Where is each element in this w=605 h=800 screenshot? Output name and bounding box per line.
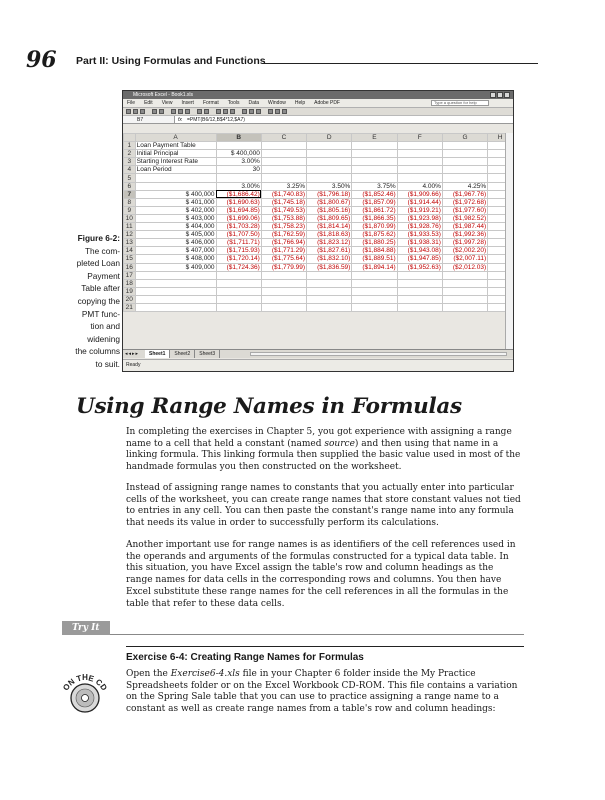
cell-c14[interactable]: ($1,771.29) <box>261 247 306 255</box>
cell-g21[interactable] <box>442 303 487 311</box>
cell-d7[interactable]: ($1,796.18) <box>307 190 352 198</box>
cell-g9[interactable]: ($1,977.60) <box>442 206 487 214</box>
chart-icon[interactable] <box>230 109 235 114</box>
row-header[interactable]: 11 <box>124 223 136 231</box>
cell-c13[interactable]: ($1,766.94) <box>261 239 306 247</box>
cell-a4[interactable]: Loan Period <box>135 166 216 174</box>
caption-line: PMT func- <box>81 308 120 319</box>
header-rule <box>262 63 538 64</box>
column-header-b[interactable]: B <box>216 134 261 142</box>
table-row <box>124 158 513 166</box>
cell-a3[interactable]: Starting Interest Rate <box>135 158 216 166</box>
cell-b8[interactable]: ($1,690.63) <box>216 198 261 206</box>
cell-d20[interactable] <box>307 295 352 303</box>
cell-b17[interactable] <box>216 271 261 279</box>
sheet-tab-sheet2[interactable]: Sheet2 <box>170 350 195 358</box>
paragraph-2: Instead of assigning range names to constants that you actually enter into particular cells of the worksheet, you can create range names that store constant values not tied to entries in any cell. You can then paste the constant's range name into any formula that needs its value in order to successfully perform its calculations. <box>126 483 521 529</box>
cell-f13[interactable]: ($1,938.31) <box>397 239 442 247</box>
cell-e19[interactable] <box>352 287 397 295</box>
caption-line: copying the <box>77 295 120 306</box>
cell-a11[interactable]: $ 404,000 <box>135 223 216 231</box>
table-row <box>124 303 513 311</box>
column-header-d[interactable]: D <box>307 134 352 142</box>
cell-c4[interactable] <box>261 166 306 174</box>
paragraph-1: In completing the exercises in Chapter 5, you got experience with assigning a range name to a cell that held a constant (named source) and then using that name in a linking formula. This linking formula then supplied the basic value used in most of the handmade formulas you then constructed on the worksheet. <box>126 427 521 473</box>
section-heading: Using Range Names in Formulas <box>76 394 462 419</box>
table-row <box>124 239 513 247</box>
column-header-a[interactable]: A <box>135 134 216 142</box>
cell-e12[interactable]: ($1,875.62) <box>352 231 397 239</box>
close-icon[interactable] <box>504 92 510 98</box>
cell-g7[interactable]: ($1,967.76) <box>442 190 487 198</box>
cell-a2[interactable]: Initial Principal <box>135 150 216 158</box>
row-header[interactable]: 5 <box>124 174 136 182</box>
row-header[interactable]: 7 <box>124 190 136 198</box>
cell-f9[interactable]: ($1,919.21) <box>397 206 442 214</box>
table-row <box>124 287 513 295</box>
cell-e11[interactable]: ($1,870.99) <box>352 223 397 231</box>
cell-a18[interactable] <box>135 279 216 287</box>
cell-d2[interactable] <box>307 150 352 158</box>
row-header[interactable]: 13 <box>124 239 136 247</box>
cell-g15[interactable]: ($2,007.11) <box>442 255 487 263</box>
italic-icon[interactable] <box>249 109 254 114</box>
center-icon[interactable] <box>275 109 280 114</box>
cell-b21[interactable] <box>216 303 261 311</box>
cell-e3[interactable] <box>352 158 397 166</box>
redo-icon[interactable] <box>204 109 209 114</box>
cell-d13[interactable]: ($1,823.12) <box>307 239 352 247</box>
cell-e17[interactable] <box>352 271 397 279</box>
cell-b11[interactable]: ($1,703.28) <box>216 223 261 231</box>
caption-line: widening <box>87 333 120 344</box>
cell-f19[interactable] <box>397 287 442 295</box>
cell-a7[interactable]: $ 400,000 <box>135 190 216 198</box>
exercise-rule <box>126 646 524 647</box>
copy-icon[interactable] <box>178 109 183 114</box>
caption-line: to suit. <box>95 358 120 369</box>
cell-a13[interactable]: $ 406,000 <box>135 239 216 247</box>
cell-b3[interactable]: 3.00% <box>216 158 261 166</box>
bold-icon[interactable] <box>242 109 247 114</box>
cell-a16[interactable]: $ 409,000 <box>135 263 216 271</box>
cell-g6[interactable]: 4.25% <box>442 182 487 190</box>
try-it-rule <box>110 634 524 635</box>
cell-d16[interactable]: ($1,836.59) <box>307 263 352 271</box>
cell-b19[interactable] <box>216 287 261 295</box>
status-bar: Ready <box>123 359 513 371</box>
row-header[interactable]: 3 <box>124 158 136 166</box>
row-header[interactable]: 9 <box>124 206 136 214</box>
cell-f4[interactable] <box>397 166 442 174</box>
table-row <box>124 166 513 174</box>
cell-d18[interactable] <box>307 279 352 287</box>
cell-g2[interactable] <box>442 150 487 158</box>
column-header-g[interactable]: G <box>442 134 487 142</box>
sum-icon[interactable] <box>216 109 221 114</box>
cell-f12[interactable]: ($1,933.53) <box>397 231 442 239</box>
name-box[interactable]: B7 <box>123 116 175 123</box>
cell-f15[interactable]: ($1,947.85) <box>397 255 442 263</box>
help-search-input[interactable]: Type a question for help <box>431 100 489 106</box>
menu-adobe-pdf[interactable]: Adobe PDF <box>314 100 340 106</box>
save-icon[interactable] <box>140 109 145 114</box>
table-row <box>124 263 513 271</box>
paste-icon[interactable] <box>185 109 190 114</box>
row-header[interactable]: 1 <box>124 142 136 150</box>
cell-f11[interactable]: ($1,928.76) <box>397 223 442 231</box>
table-row <box>124 223 513 231</box>
cell-e7[interactable]: ($1,852.46) <box>352 190 397 198</box>
cell-e14[interactable]: ($1,884.88) <box>352 247 397 255</box>
cell-e5[interactable] <box>352 174 397 182</box>
cell-g20[interactable] <box>442 295 487 303</box>
cell-b1[interactable] <box>216 142 261 150</box>
row-header[interactable]: 12 <box>124 231 136 239</box>
open-icon[interactable] <box>133 109 138 114</box>
cut-icon[interactable] <box>171 109 176 114</box>
row-header[interactable]: 17 <box>124 271 136 279</box>
cell-d11[interactable]: ($1,814.14) <box>307 223 352 231</box>
cell-b13[interactable]: ($1,711.71) <box>216 239 261 247</box>
cell-c10[interactable]: ($1,753.88) <box>261 214 306 222</box>
row-header[interactable]: 15 <box>124 255 136 263</box>
row-header[interactable]: 16 <box>124 263 136 271</box>
cell-e10[interactable]: ($1,866.35) <box>352 214 397 222</box>
cell-c21[interactable] <box>261 303 306 311</box>
cell-g18[interactable] <box>442 279 487 287</box>
cell-b20[interactable] <box>216 295 261 303</box>
cell-c15[interactable]: ($1,775.64) <box>261 255 306 263</box>
vertical-scrollbar[interactable] <box>505 133 513 349</box>
minimize-icon[interactable] <box>490 92 496 98</box>
cell-c16[interactable]: ($1,779.99) <box>261 263 306 271</box>
worksheet-grid <box>123 133 513 312</box>
sheet-tab-sheet1[interactable]: Sheet1 <box>145 350 170 358</box>
excel-titlebar <box>123 91 513 99</box>
on-the-cd-icon <box>58 664 112 718</box>
undo-icon[interactable] <box>197 109 202 114</box>
cell-d8[interactable]: ($1,800.67) <box>307 198 352 206</box>
cell-a5[interactable] <box>135 174 216 182</box>
menu-help[interactable]: Help <box>294 100 306 106</box>
table-row <box>124 271 513 279</box>
cell-b6[interactable]: 3.00% <box>216 182 261 190</box>
cell-b4[interactable]: 30 <box>216 166 261 174</box>
caption-line: tion and <box>90 321 120 332</box>
table-row <box>124 247 513 255</box>
column-header-c[interactable]: C <box>261 134 306 142</box>
caption-line: pleted Loan <box>76 258 120 269</box>
row-header[interactable]: 18 <box>124 279 136 287</box>
fx-icon[interactable]: fx <box>178 117 182 123</box>
table-row <box>124 174 513 182</box>
column-header-h[interactable]: H <box>488 134 513 142</box>
svg-text:ON THE CD: ON THE CD <box>61 673 109 693</box>
cell-d14[interactable]: ($1,827.61) <box>307 247 352 255</box>
cell-f21[interactable] <box>397 303 442 311</box>
cell-e13[interactable]: ($1,880.25) <box>352 239 397 247</box>
cell-f10[interactable]: ($1,923.98) <box>397 214 442 222</box>
cell-b18[interactable] <box>216 279 261 287</box>
menu-window[interactable]: Window <box>268 100 286 106</box>
cell-c2[interactable] <box>261 150 306 158</box>
cell-e9[interactable]: ($1,861.72) <box>352 206 397 214</box>
figure-label: Figure 6-2: <box>77 233 120 243</box>
cell-d1[interactable] <box>307 142 352 150</box>
excel-menubar <box>123 99 513 108</box>
cell-g1[interactable] <box>442 142 487 150</box>
cell-f8[interactable]: ($1,914.44) <box>397 198 442 206</box>
row-header[interactable]: 21 <box>124 303 136 311</box>
window-controls <box>490 92 510 98</box>
cell-d12[interactable]: ($1,818.63) <box>307 231 352 239</box>
table-row <box>124 150 513 158</box>
cell-c19[interactable] <box>261 287 306 295</box>
cell-c11[interactable]: ($1,758.23) <box>261 223 306 231</box>
cell-g13[interactable]: ($1,997.28) <box>442 239 487 247</box>
preview-icon[interactable] <box>159 109 164 114</box>
cell-a20[interactable] <box>135 295 216 303</box>
cell-a8[interactable]: $ 401,000 <box>135 198 216 206</box>
cell-g5[interactable] <box>442 174 487 182</box>
sheet-tab-bar <box>123 349 513 358</box>
row-header[interactable]: 4 <box>124 166 136 174</box>
table-row <box>124 142 513 150</box>
formula-bar <box>123 116 513 124</box>
cell-f3[interactable] <box>397 158 442 166</box>
caption-line: Table after <box>81 283 120 294</box>
cell-f16[interactable]: ($1,952.63) <box>397 263 442 271</box>
column-header-e[interactable]: E <box>352 134 397 142</box>
row-header[interactable]: 2 <box>124 150 136 158</box>
cell-g19[interactable] <box>442 287 487 295</box>
cell-d6[interactable]: 3.50% <box>307 182 352 190</box>
row-header[interactable]: 20 <box>124 295 136 303</box>
menu-data[interactable]: Data <box>248 100 260 106</box>
align-left-icon[interactable] <box>268 109 273 114</box>
cell-d10[interactable]: ($1,809.65) <box>307 214 352 222</box>
cell-a19[interactable] <box>135 287 216 295</box>
exercise-title: Exercise 6-4: Creating Range Names for Formulas <box>126 652 364 663</box>
select-all-corner[interactable] <box>124 134 136 142</box>
cell-f18[interactable] <box>397 279 442 287</box>
cell-a1[interactable]: Loan Payment Table <box>135 142 216 150</box>
table-row <box>124 231 513 239</box>
exercise-text: Open the Exercise6-4.xls file in your Chapter 6 folder inside the My Practice Spreadsheets folder or on the Excel Workbook CD-ROM. This file contains a variation on the Spring Sale table that you can use to practice assigning a range name to a constant as well as create range names from a table's row and column headings: <box>126 669 518 715</box>
cell-g3[interactable] <box>442 158 487 166</box>
cell-c5[interactable] <box>261 174 306 182</box>
cell-c17[interactable] <box>261 271 306 279</box>
cell-e1[interactable] <box>352 142 397 150</box>
table-row <box>124 206 513 214</box>
menu-insert[interactable]: Insert <box>181 100 194 106</box>
menu-tools[interactable]: Tools <box>227 100 240 106</box>
cell-b15[interactable]: ($1,720.14) <box>216 255 261 263</box>
cell-c1[interactable] <box>261 142 306 150</box>
cell-b5[interactable] <box>216 174 261 182</box>
cell-a17[interactable] <box>135 271 216 279</box>
cell-a10[interactable]: $ 403,000 <box>135 214 216 222</box>
cell-c3[interactable] <box>261 158 306 166</box>
caption-line: The com- <box>84 245 120 256</box>
sheet-tab-sheet3[interactable]: Sheet3 <box>195 350 220 358</box>
cell-d9[interactable]: ($1,805.16) <box>307 206 352 214</box>
cell-e4[interactable] <box>352 166 397 174</box>
cell-a14[interactable]: $ 407,000 <box>135 247 216 255</box>
cell-g11[interactable]: ($1,987.44) <box>442 223 487 231</box>
cell-e8[interactable]: ($1,857.09) <box>352 198 397 206</box>
cell-g8[interactable]: ($1,972.68) <box>442 198 487 206</box>
caption-line: the columns <box>75 346 120 357</box>
cell-e6[interactable]: 3.75% <box>352 182 397 190</box>
sheet-nav-icon[interactable]: ◂◂▸▸ <box>125 351 140 357</box>
column-header-f[interactable]: F <box>397 134 442 142</box>
cell-f5[interactable] <box>397 174 442 182</box>
horizontal-scrollbar[interactable] <box>250 352 507 356</box>
running-title: Part II: Using Formulas and Functions <box>76 55 266 67</box>
cell-f7[interactable]: ($1,909.66) <box>397 190 442 198</box>
table-row <box>124 182 513 190</box>
table-row <box>124 198 513 206</box>
cell-e18[interactable] <box>352 279 397 287</box>
cell-d5[interactable] <box>307 174 352 182</box>
cell-g14[interactable]: ($2,002.20) <box>442 247 487 255</box>
cell-a6[interactable] <box>135 182 216 190</box>
sort-icon[interactable] <box>223 109 228 114</box>
cell-d3[interactable] <box>307 158 352 166</box>
menu-format[interactable]: Format <box>202 100 219 106</box>
cell-f14[interactable]: ($1,943.08) <box>397 247 442 255</box>
cell-c7[interactable]: ($1,740.83) <box>261 190 306 198</box>
cell-b14[interactable]: ($1,715.93) <box>216 247 261 255</box>
table-row <box>124 279 513 287</box>
cell-b12[interactable]: ($1,707.50) <box>216 231 261 239</box>
running-header <box>26 48 538 72</box>
cell-b9[interactable]: ($1,694.85) <box>216 206 261 214</box>
cell-d17[interactable] <box>307 271 352 279</box>
cell-g4[interactable] <box>442 166 487 174</box>
row-header[interactable]: 8 <box>124 198 136 206</box>
new-icon[interactable] <box>126 109 131 114</box>
row-header[interactable]: 6 <box>124 182 136 190</box>
table-row <box>124 255 513 263</box>
cell-c18[interactable] <box>261 279 306 287</box>
page-number: 96 <box>26 47 57 73</box>
paragraph-3: Another important use for range names is as identifiers of the cell references used in the operands and arguments of the formulas constructed for a typical data table. In this situation, you have Excel assign the table's row and column headings as the range names for data cells in the corresponding rows and columns. You then have Excel substitute these range names for the cell references in all the formulas in the table that refer to these data cells. <box>126 540 516 609</box>
table-row <box>124 190 513 198</box>
cell-b10[interactable]: ($1,699.06) <box>216 214 261 222</box>
cell-a9[interactable]: $ 402,000 <box>135 206 216 214</box>
cell-g12[interactable]: ($1,992.36) <box>442 231 487 239</box>
cell-g16[interactable]: ($2,012.03) <box>442 263 487 271</box>
cell-a15[interactable]: $ 408,000 <box>135 255 216 263</box>
cell-c9[interactable]: ($1,749.53) <box>261 206 306 214</box>
cell-f6[interactable]: 4.00% <box>397 182 442 190</box>
formula-input[interactable]: =PMT(B6/12,B$4*12,$A7) <box>187 117 245 123</box>
cell-e16[interactable]: ($1,894.14) <box>352 263 397 271</box>
menu-edit[interactable]: Edit <box>144 100 153 106</box>
cell-f2[interactable] <box>397 150 442 158</box>
print-icon[interactable] <box>152 109 157 114</box>
standard-toolbar <box>123 108 513 116</box>
align-right-icon[interactable] <box>282 109 287 114</box>
window-title: Microsoft Excel - Book1.xls <box>133 92 194 98</box>
row-header[interactable]: 10 <box>124 214 136 222</box>
cell-e2[interactable] <box>352 150 397 158</box>
row-header[interactable]: 19 <box>124 287 136 295</box>
column-headers <box>124 134 513 142</box>
caption-line: Payment <box>87 270 120 281</box>
cell-d21[interactable] <box>307 303 352 311</box>
cell-d15[interactable]: ($1,832.10) <box>307 255 352 263</box>
cell-e15[interactable]: ($1,889.51) <box>352 255 397 263</box>
menu-view[interactable]: View <box>161 100 173 106</box>
cell-c8[interactable]: ($1,745.18) <box>261 198 306 206</box>
table-row <box>124 214 513 222</box>
cell-a12[interactable]: $ 405,000 <box>135 231 216 239</box>
cell-c12[interactable]: ($1,762.59) <box>261 231 306 239</box>
table-row <box>124 295 513 303</box>
row-header[interactable]: 14 <box>124 247 136 255</box>
try-it-label: Try It <box>62 621 110 635</box>
cell-g17[interactable] <box>442 271 487 279</box>
cell-f20[interactable] <box>397 295 442 303</box>
cell-a21[interactable] <box>135 303 216 311</box>
excel-screenshot <box>122 90 514 372</box>
underline-icon[interactable] <box>256 109 261 114</box>
cell-f1[interactable] <box>397 142 442 150</box>
cell-e21[interactable] <box>352 303 397 311</box>
figure-caption <box>66 232 120 371</box>
maximize-icon[interactable] <box>497 92 503 98</box>
cell-d19[interactable] <box>307 287 352 295</box>
cell-b2[interactable]: $ 400,000 <box>216 150 261 158</box>
cell-b7[interactable]: ($1,686.42) <box>216 190 261 198</box>
menu-file[interactable]: File <box>127 100 136 106</box>
cell-c20[interactable] <box>261 295 306 303</box>
cell-f17[interactable] <box>397 271 442 279</box>
cell-e20[interactable] <box>352 295 397 303</box>
cell-c6[interactable]: 3.25% <box>261 182 306 190</box>
cell-d4[interactable] <box>307 166 352 174</box>
cell-b16[interactable]: ($1,724.36) <box>216 263 261 271</box>
cell-g10[interactable]: ($1,982.52) <box>442 214 487 222</box>
